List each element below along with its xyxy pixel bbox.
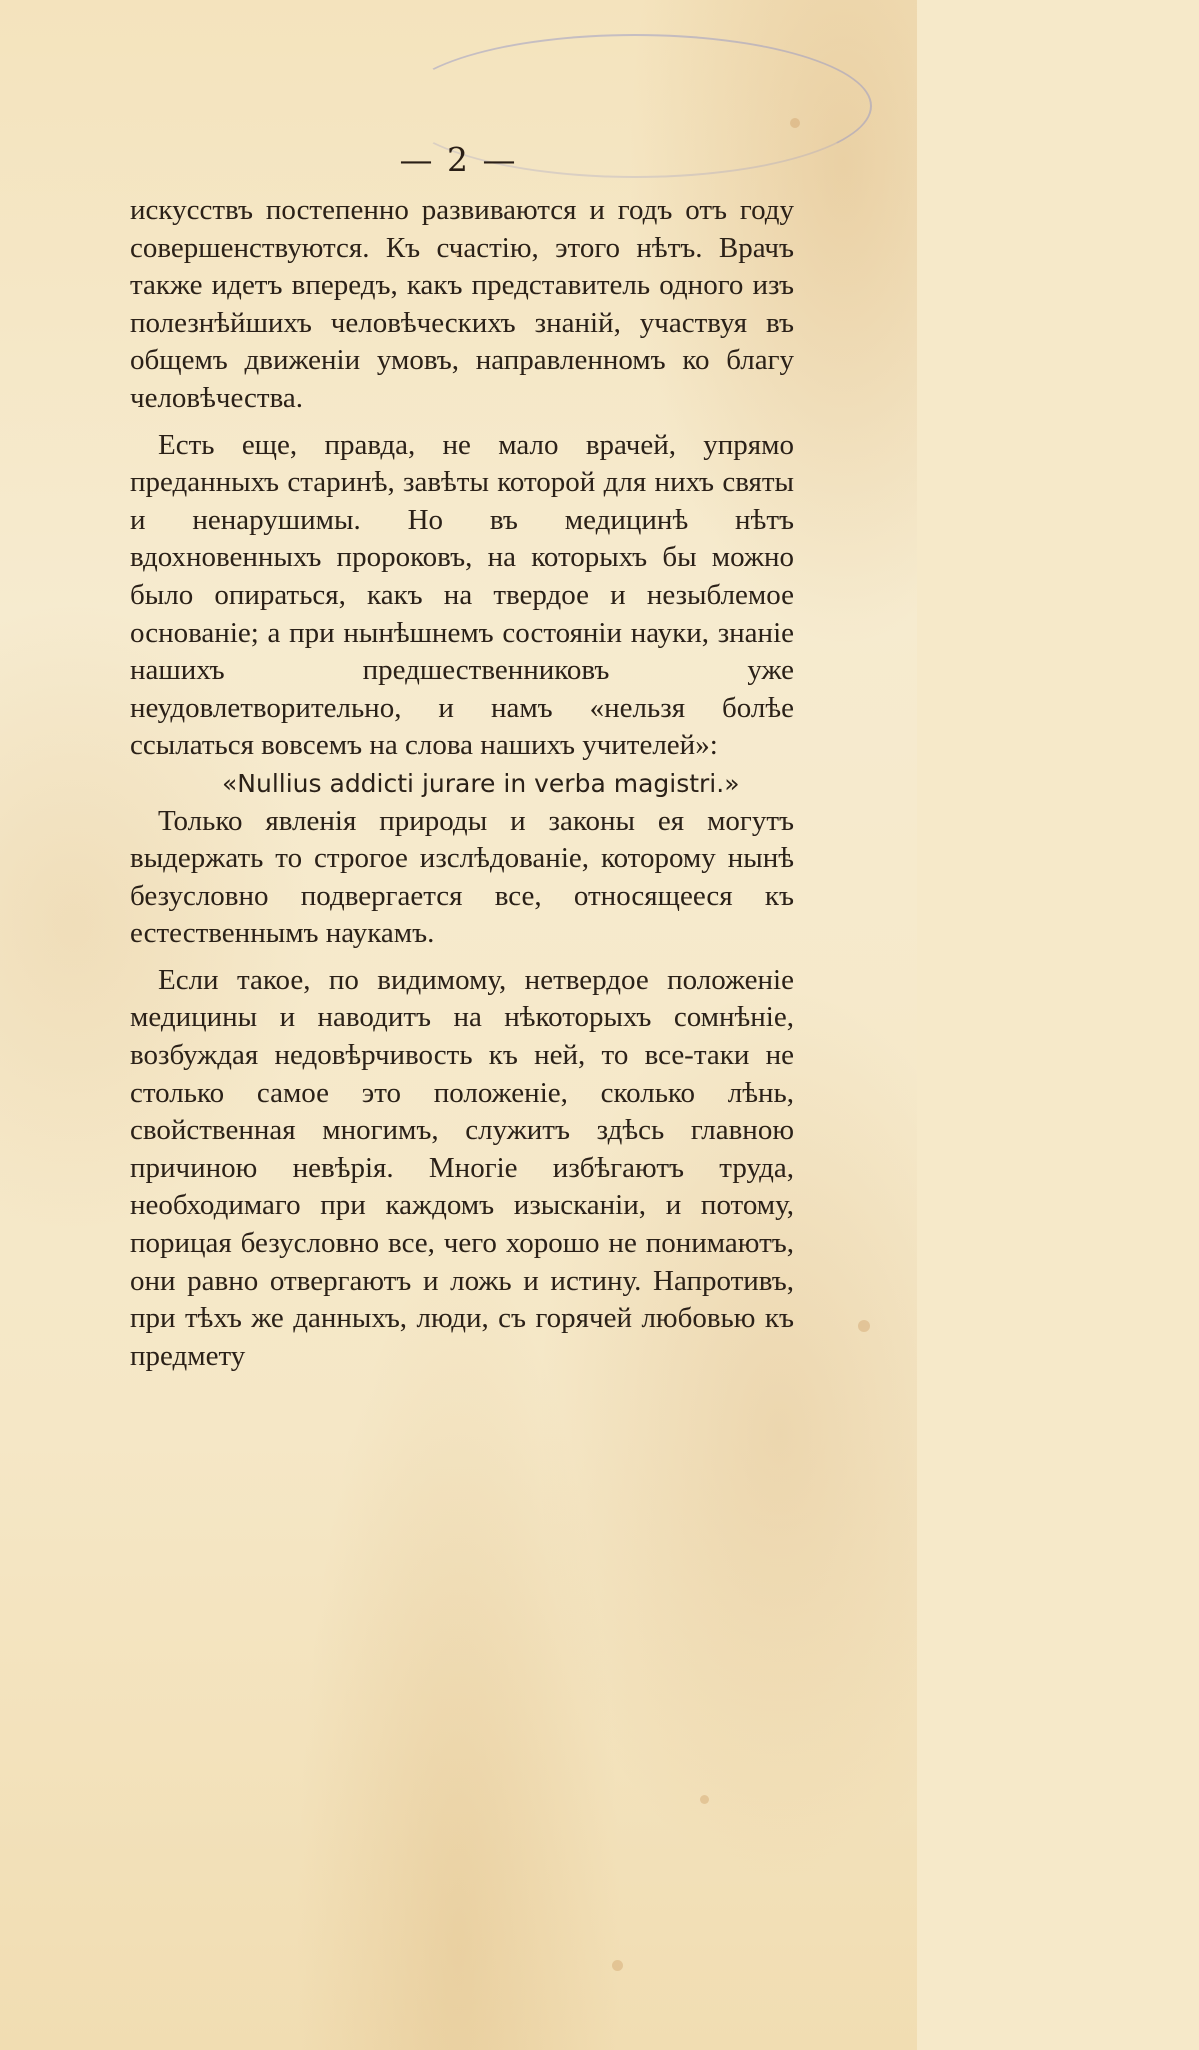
foxing-spot: [700, 1795, 709, 1804]
paragraph: Есть еще, правда, не мало врачей, упрямо преданныхъ старинѣ, завѣты которой для нихъ святы и ненарушимы. Но въ медицинѣ нѣтъ вдохновенныхъ пророковъ, на которыхъ бы можно было опираться, какъ на твердое и незыблемое основаніе; а при нынѣшнемъ состояніи науки, знаніе нашихъ предшественниковъ уже неудовлетворительно, и намъ «нельзя болѣе ссылаться вовсемъ на слова нашихъ учителей»:: [130, 428, 794, 762]
latin-quotation: «Nullius addicti jurare in verba magistri.»: [222, 768, 740, 798]
paragraph: искусствъ постепенно развиваются и годъ отъ году совершенствуются. Къ счастію, этого нѣтъ. Врачъ также идетъ впередъ, какъ представитель одного изъ полезнѣйшихъ человѣческихъ знаній, участвуя въ общемъ движеніи умовъ, направленномъ ко благу человѣчества.: [130, 194, 794, 414]
page-number: — 2 —: [399, 140, 518, 179]
foxing-spot: [790, 118, 800, 128]
paragraph: Только явленія природы и законы ея могутъ выдержать то строгое изслѣдованіе, которому нынѣ безусловно подвергается все, относящееся къ естественнымъ наукамъ.: [130, 804, 794, 950]
paragraph: Если такое, по видимому, нетвердое положеніе медицины и наводитъ на нѣкоторыхъ сомнѣніе, возбуждая недовѣрчивость къ ней, то все-таки не столько самое это положеніе, сколько лѣнь, свойственная многимъ, служитъ здѣсь главною причиною невѣрія. Многіе избѣгаютъ труда, необходимаго при каждомъ изысканіи, и потому, порицая безусловно все, чего хорошо не понимаютъ, они равно отвергаютъ и ложь и истину. Напротивъ, при тѣхъ же данныхъ, люди, съ горячей любовью къ предмету: [130, 963, 794, 1372]
foxing-spot: [858, 1320, 870, 1332]
foxing-spot: [612, 1960, 623, 1971]
body-text: [130, 192, 794, 1375]
